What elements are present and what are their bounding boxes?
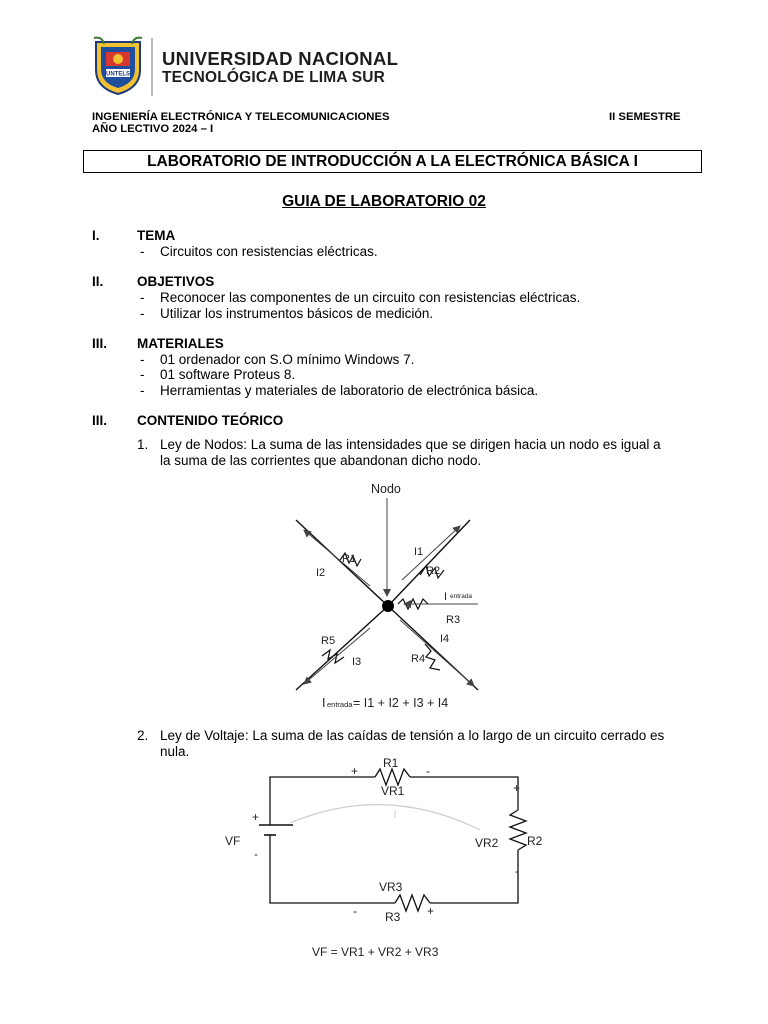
label-i4: I4	[440, 633, 450, 645]
law-number: 2.	[137, 728, 149, 743]
label-vf: VF	[225, 834, 241, 848]
label-r2: R2	[426, 565, 441, 577]
minus-sign: -	[353, 904, 357, 918]
section-number-tema: I.	[92, 228, 100, 243]
law-text-line: la suma de las corrientes que abandonan dicho nodo.	[160, 453, 482, 468]
bullet-dash: -	[140, 367, 145, 382]
lab-title: LABORATORIO DE INTRODUCCIÓN A LA ELECTRÓNICA BÁSICA I	[83, 150, 702, 173]
label-vr1: VR1	[381, 784, 405, 798]
node-law-diagram	[290, 476, 490, 712]
minus-sign: -	[254, 847, 258, 861]
bullet-dash: -	[140, 383, 145, 398]
material-item: 01 ordenador con S.O mínimo Windows 7.	[160, 352, 415, 367]
voltage-equation: VF = VR1 + VR2 + VR3	[312, 945, 439, 959]
node-title: Nodo	[371, 482, 401, 496]
label-r1: R1	[383, 756, 399, 770]
header-divider	[151, 38, 153, 96]
section-number-materiales: III.	[92, 336, 108, 351]
label-i-entrada: I	[444, 591, 448, 603]
tema-item: Circuitos con resistencias eléctricas.	[160, 244, 378, 259]
plus-sign: +	[513, 781, 521, 795]
material-item: 01 software Proteus 8.	[160, 367, 296, 382]
material-item: Herramientas y materiales de laboratorio de electrónica básica.	[160, 383, 539, 398]
section-title-objetivos: OBJETIVOS	[137, 274, 215, 289]
plus-sign: +	[427, 904, 435, 918]
label-r5: R5	[321, 635, 336, 647]
label-r4: R4	[411, 653, 426, 665]
academic-year: AÑO LECTIVO 2024 – I	[92, 123, 214, 135]
guide-title: GUIA DE LABORATORIO 02	[282, 193, 486, 210]
label-r3: R3	[446, 614, 461, 626]
university-name-line2: TECNOLÓGICA DE LIMA SUR	[162, 69, 386, 86]
objetivo-item: Utilizar los instrumentos básicos de medición.	[160, 306, 434, 321]
bullet-dash: -	[140, 244, 145, 259]
label-vr2: VR2	[475, 836, 499, 850]
law-text-line: Ley de Nodos: La suma de las intensidades que se dirigen hacia un nodo es igual a	[160, 437, 661, 452]
section-number-contenido: III.	[92, 413, 108, 428]
voltage-law-circuit-diagram	[215, 755, 555, 960]
label-vr3: VR3	[379, 880, 403, 894]
university-name-line1: UNIVERSIDAD NACIONAL	[162, 48, 399, 69]
career-name: INGENIERÍA ELECTRÓNICA Y TELECOMUNICACIONES	[92, 111, 390, 123]
plus-sign: +	[351, 764, 359, 778]
section-title-contenido: CONTENIDO TEÓRICO	[137, 413, 284, 428]
semester-label: II SEMESTRE	[609, 111, 681, 123]
node-equation-sub: entrada	[327, 700, 353, 709]
bullet-dash: -	[140, 290, 145, 305]
label-r3: R3	[385, 910, 401, 924]
node-equation-rest: = I1 + I2 + I3 + I4	[353, 696, 449, 710]
law-text-line: Ley de Voltaje: La suma de las caídas de tensión a lo largo de un circuito cerrado es	[160, 728, 665, 743]
label-i-entrada-sub: entrada	[450, 593, 473, 600]
bullet-dash: -	[140, 306, 145, 321]
crest-text: UNTELS	[106, 71, 130, 78]
objetivo-item: Reconocer las componentes de un circuito con resistencias eléctricas.	[160, 290, 581, 305]
minus-sign: -	[515, 864, 519, 878]
label-i1: I1	[414, 546, 424, 558]
law-text-line: nula.	[160, 744, 190, 759]
minus-sign: -	[426, 764, 430, 778]
label-r2: R2	[527, 834, 543, 848]
bullet-dash: -	[140, 352, 145, 367]
section-title-materiales: MATERIALES	[137, 336, 224, 351]
node-equation-prefix: I	[322, 696, 326, 710]
section-number-objetivos: II.	[92, 274, 104, 289]
law-number: 1.	[137, 437, 149, 452]
label-r1: R1	[342, 553, 357, 565]
university-crest-logo	[92, 36, 144, 96]
label-i2: I2	[316, 567, 326, 579]
section-title-tema: TEMA	[137, 228, 176, 243]
plus-sign: +	[252, 810, 260, 824]
label-i3: I3	[352, 656, 362, 668]
